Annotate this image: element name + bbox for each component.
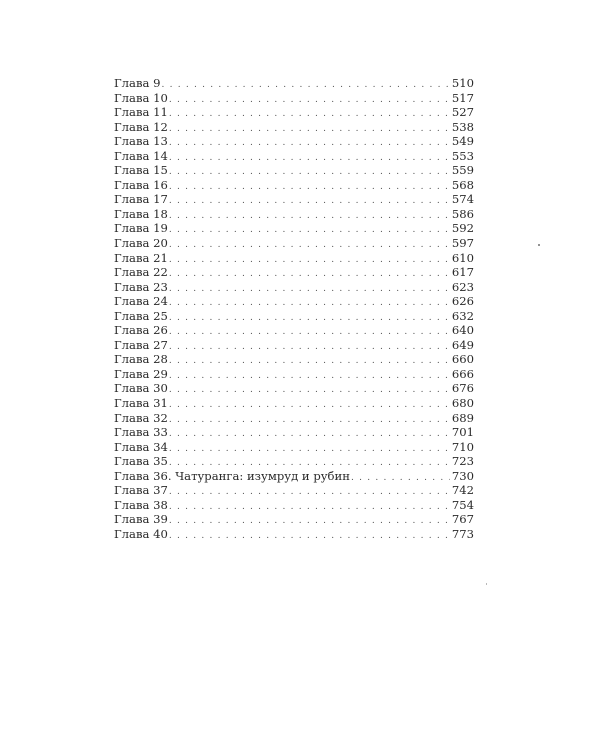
toc-chapter-title: Глава 23 [114, 279, 168, 294]
toc-entry [114, 338, 474, 353]
toc-chapter-title: Глава 35 [114, 454, 168, 469]
toc-page-number: 632 [451, 308, 474, 323]
toc-chapter-title: Глава 12 [114, 119, 168, 134]
toc-chapter-title: Глава 10 [114, 90, 168, 105]
toc-dot-leader [169, 122, 450, 137]
toc-dot-leader [161, 78, 449, 93]
toc-dot-leader [169, 209, 450, 224]
toc-page-number: 754 [451, 497, 474, 512]
toc-page-number: 676 [451, 381, 474, 396]
toc-dot-leader [169, 238, 450, 253]
toc-page-number: 574 [451, 192, 474, 207]
toc-entry [114, 120, 474, 135]
toc-page-number: 640 [451, 323, 474, 338]
toc-dot-leader [169, 180, 450, 195]
toc-chapter-title: Глава 37 [114, 483, 168, 498]
toc-chapter-title: Глава 18 [114, 206, 168, 221]
toc-entry [114, 323, 474, 338]
toc-page-number: 510 [451, 76, 474, 90]
toc-dot-leader [169, 427, 450, 442]
toc-chapter-title: Глава 20 [114, 236, 168, 251]
toc-dot-leader [169, 398, 450, 413]
toc-chapter-title: Глава 33 [114, 425, 168, 440]
toc-page-number: 586 [451, 206, 474, 221]
toc-entry [114, 76, 474, 91]
toc-chapter-title: Глава 27 [114, 337, 168, 352]
toc-page-number: 767 [451, 512, 474, 527]
toc-entry [114, 192, 474, 207]
toc-chapter-title: Глава 31 [114, 396, 168, 411]
toc-chapter-title: Глава 29 [114, 366, 168, 381]
toc-entry [114, 411, 474, 426]
toc-chapter-title: Глава 40 [114, 526, 168, 541]
toc-page-number: 610 [451, 250, 474, 265]
toc-entry [114, 483, 474, 498]
toc-entry [114, 236, 474, 251]
paper-speck [486, 583, 487, 585]
toc-dot-leader [351, 471, 450, 486]
toc-chapter-title: Глава 25 [114, 308, 168, 323]
toc-dot-leader [169, 514, 450, 529]
toc-dot-leader [169, 485, 450, 500]
toc-dot-leader [169, 311, 450, 326]
toc-page-number: 723 [451, 454, 474, 469]
toc-page-number: 742 [451, 483, 474, 498]
toc-dot-leader [169, 194, 450, 209]
toc-page-number: 559 [451, 163, 474, 178]
toc-entry [114, 265, 474, 280]
toc-chapter-title: Глава 24 [114, 294, 168, 309]
toc-entry [114, 367, 474, 382]
toc-entry [114, 469, 474, 484]
toc-chapter-title: Глава 39 [114, 512, 168, 527]
toc-chapter-title: Глава 19 [114, 221, 168, 236]
toc-page-number: 553 [451, 148, 474, 163]
toc-dot-leader [169, 282, 450, 297]
toc-chapter-title: Глава 14 [114, 148, 168, 163]
toc-page-number: 597 [451, 236, 474, 251]
toc-page-number: 666 [451, 366, 474, 381]
toc-page-number: 527 [451, 105, 474, 120]
toc-entry [114, 178, 474, 193]
toc-page-number: 689 [451, 410, 474, 425]
toc-entry [114, 207, 474, 222]
toc-page-number: 680 [451, 396, 474, 411]
paper-speck [538, 244, 540, 246]
toc-dot-leader [169, 354, 450, 369]
toc-dot-leader [169, 500, 450, 515]
toc-chapter-title: Глава 17 [114, 192, 168, 207]
toc-chapter-title: Глава 16 [114, 177, 168, 192]
toc-chapter-title: Глава 9 [114, 76, 161, 90]
toc-chapter-title: Глава 36. Чатуранга: изумруд и рубин [114, 468, 350, 483]
toc-entry [114, 381, 474, 396]
toc-entry [114, 134, 474, 149]
toc-chapter-title: Глава 13 [114, 134, 168, 149]
toc-entry [114, 163, 474, 178]
toc-page-number: 617 [451, 265, 474, 280]
toc-dot-leader [169, 136, 450, 151]
toc-chapter-title: Глава 38 [114, 497, 168, 512]
toc-dot-leader [169, 253, 450, 268]
toc-chapter-title: Глава 26 [114, 323, 168, 338]
toc-dot-leader [169, 165, 450, 180]
toc-entry [114, 512, 474, 527]
toc-entry [114, 454, 474, 469]
toc-dot-leader [169, 296, 450, 311]
toc-page-number: 710 [451, 439, 474, 454]
toc-entry [114, 280, 474, 295]
toc-page-number: 730 [451, 468, 474, 483]
toc-dot-leader [169, 529, 450, 544]
toc-chapter-title: Глава 32 [114, 410, 168, 425]
toc-page-number: 568 [451, 177, 474, 192]
toc-page-number: 626 [451, 294, 474, 309]
toc-chapter-title: Глава 21 [114, 250, 168, 265]
toc-page-number: 623 [451, 279, 474, 294]
toc-entry [114, 294, 474, 309]
toc-dot-leader [169, 383, 450, 398]
toc-page-number: 701 [451, 425, 474, 440]
toc-page-number: 517 [451, 90, 474, 105]
toc-dot-leader [169, 369, 450, 384]
toc-dot-leader [169, 93, 450, 108]
toc-chapter-title: Глава 22 [114, 265, 168, 280]
toc-page-number: 592 [451, 221, 474, 236]
toc-chapter-title: Глава 30 [114, 381, 168, 396]
toc-dot-leader [169, 340, 450, 355]
toc-dot-leader [169, 413, 450, 428]
toc-chapter-title: Глава 15 [114, 163, 168, 178]
toc-entry [114, 498, 474, 513]
toc-entry [114, 352, 474, 367]
toc-chapter-title: Глава 28 [114, 352, 168, 367]
toc-dot-leader [169, 107, 450, 122]
toc-entry [114, 221, 474, 236]
toc-page-number: 538 [451, 119, 474, 134]
toc-dot-leader [169, 267, 450, 282]
toc-dot-leader [169, 442, 450, 457]
toc-page-number: 660 [451, 352, 474, 367]
toc-entry [114, 105, 474, 120]
toc-dot-leader [169, 151, 450, 166]
toc-entry [114, 440, 474, 455]
toc-page-number: 549 [451, 134, 474, 149]
toc-entry [114, 425, 474, 440]
toc-dot-leader [169, 325, 450, 340]
toc-entry [114, 91, 474, 106]
toc-entry [114, 396, 474, 411]
table-of-contents [114, 76, 474, 542]
toc-entry [114, 309, 474, 324]
toc-entry [114, 527, 474, 542]
toc-chapter-title: Глава 11 [114, 105, 168, 120]
toc-entry [114, 149, 474, 164]
toc-page-number: 773 [451, 526, 474, 541]
toc-entry [114, 251, 474, 266]
toc-dot-leader [169, 223, 450, 238]
toc-page-number: 649 [451, 337, 474, 352]
toc-chapter-title: Глава 34 [114, 439, 168, 454]
